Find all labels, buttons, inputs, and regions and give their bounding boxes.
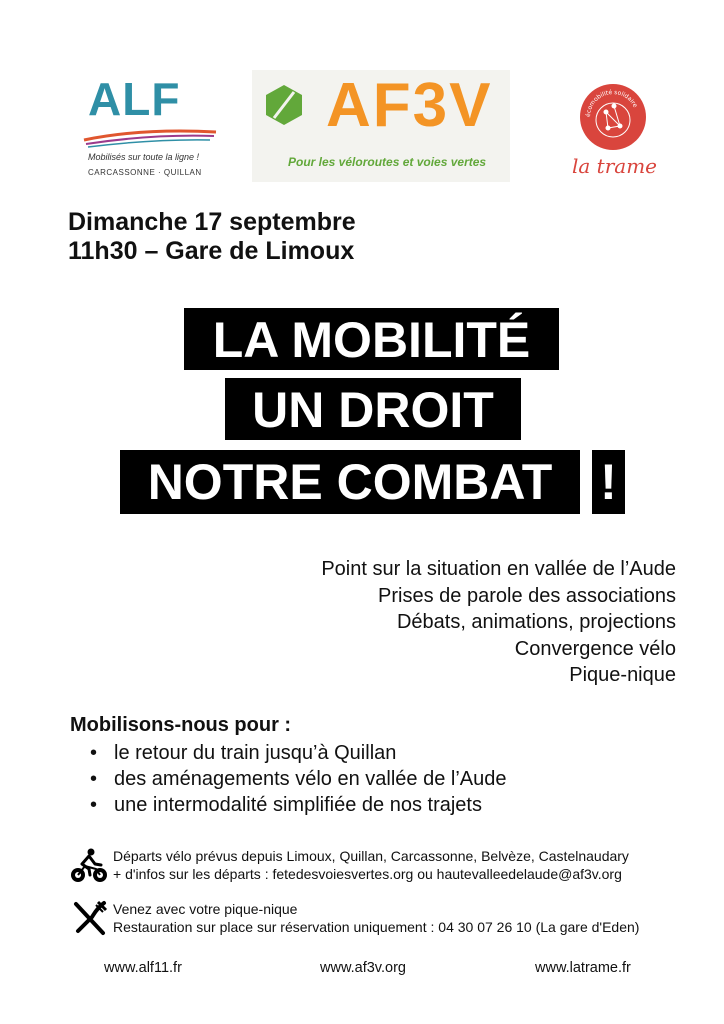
alf-logo-tagline: Mobilisés sur toute la ligne ! xyxy=(88,152,200,162)
mobilisons-item: • le retour du train jusqu’à Quillan xyxy=(90,740,506,766)
mobilisons-item: • des aménagements vélo en vallée de l’Aude xyxy=(90,766,506,792)
bike-info xyxy=(113,847,629,883)
link-af3v[interactable]: www.af3v.org xyxy=(320,960,406,976)
af3v-logo-name: AF3V xyxy=(326,71,493,140)
alf-logo-cities: CARCASSONNE · QUILLAN xyxy=(88,168,202,177)
headline-line-2: UN DROIT xyxy=(225,378,521,440)
latrame-logo xyxy=(570,82,660,182)
program-item: Pique-nique xyxy=(569,664,676,686)
mobilisons-item: • une intermodalité simplifiée de nos trajets xyxy=(90,792,506,818)
event-time-place: 11h30 – Gare de Limoux xyxy=(68,237,355,265)
cyclist-icon xyxy=(70,848,108,884)
mobilisons-list xyxy=(90,740,506,818)
af3v-hexagon-icon xyxy=(264,84,304,126)
link-latrame[interactable]: www.latrame.fr xyxy=(535,960,631,976)
bike-info-line-2: + d'infos sur les départs : fetedesvoiesvertes.org ou hautevalleedelaude@af3v.org xyxy=(113,866,622,882)
link-alf[interactable]: www.alf11.fr xyxy=(104,960,182,976)
event-date: Dimanche 17 septembre xyxy=(68,208,356,236)
latrame-logo-name: la trame xyxy=(572,154,657,178)
program-item: Convergence vélo xyxy=(514,637,676,660)
program-item: Prises de parole des associations xyxy=(378,584,676,607)
latrame-ring-text: écomobilité solidaire xyxy=(584,88,639,118)
food-info xyxy=(113,900,639,936)
latrame-circle-icon xyxy=(578,82,648,152)
mobilisons-title: Mobilisons-nous pour : xyxy=(70,714,292,736)
food-info-line-1: Venez avec votre pique-nique xyxy=(113,901,298,917)
program-list xyxy=(321,556,676,689)
alf-logo-swoosh xyxy=(82,122,222,150)
alf-logo-name: ALF xyxy=(88,73,181,125)
headline-line-1: LA MOBILITÉ xyxy=(184,308,559,370)
event-date-block xyxy=(68,208,356,266)
headline-line-3: NOTRE COMBAT xyxy=(120,450,580,514)
alf-logo xyxy=(82,72,222,182)
program-item: Point sur la situation en vallée de l’Aude xyxy=(321,558,676,580)
program-item: Débats, animations, projections xyxy=(396,611,676,633)
af3v-logo-tagline: Pour les véloroutes et voies vertes xyxy=(288,155,487,169)
fork-knife-icon xyxy=(72,900,108,936)
food-info-line-2: Restauration sur place sur réservation uniquement : 04 30 07 26 10 (La gare d'Eden) xyxy=(113,919,640,935)
af3v-logo xyxy=(252,70,510,182)
headline-exclamation: ! xyxy=(592,450,625,514)
bike-info-line-1: Départs vélo prévus depuis Limoux, Quillan, Carcassonne, Belvèze, Castelnaudary xyxy=(113,848,629,864)
